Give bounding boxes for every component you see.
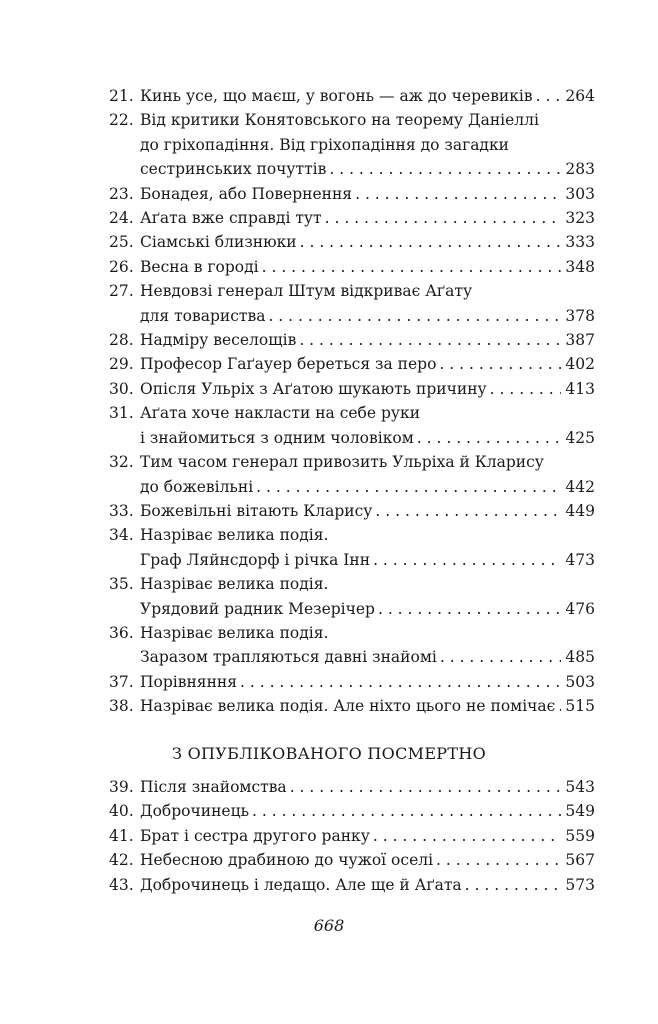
toc-entry <box>109 108 595 181</box>
chapter-title-line: Сіамські близнюки <box>140 233 297 252</box>
chapter-title-line: Весна в городі <box>140 257 259 276</box>
chapter-number: 42. <box>109 851 134 870</box>
dot-leader <box>300 230 562 254</box>
chapter-number: 22. <box>109 111 134 130</box>
chapter-number: 25. <box>109 233 134 252</box>
toc-entry <box>109 694 595 718</box>
dot-leader <box>355 182 561 206</box>
page-number: 668 <box>313 916 345 935</box>
chapter-page-number: 543 <box>565 778 595 796</box>
chapter-page-number: 503 <box>565 672 595 691</box>
dot-leader <box>256 475 561 499</box>
chapter-title-last-line <box>140 848 595 872</box>
chapter-title-last-line <box>140 799 595 823</box>
chapter-page-number: 473 <box>565 550 595 569</box>
toc-entry <box>109 873 595 897</box>
dot-leader <box>240 670 561 694</box>
dot-leader <box>262 255 562 279</box>
chapter-title-last-line <box>140 824 595 848</box>
chapter-number: 31. <box>109 404 134 423</box>
toc-entry <box>109 255 595 279</box>
dot-leader <box>252 799 561 823</box>
chapter-number: 37. <box>109 672 134 691</box>
dot-leader <box>378 597 561 621</box>
dot-leader <box>490 377 562 401</box>
dot-leader <box>439 352 561 376</box>
chapter-number: 24. <box>109 209 134 228</box>
chapter-title-line: до гріхопадіння. Від гріхопадіння до загадки <box>140 135 509 154</box>
chapter-page-number: 348 <box>565 257 595 276</box>
section-heading: З ОПУБЛІКОВАНОГО ПОСМЕРТНО <box>171 744 487 763</box>
chapter-page-number: 449 <box>565 501 595 520</box>
chapter-title-last-line <box>140 499 595 523</box>
chapter-page-number: 378 <box>565 306 595 325</box>
chapter-title-last-line <box>140 182 595 206</box>
chapter-title-line: Порівняння <box>140 672 238 691</box>
toc-entry <box>109 848 595 872</box>
toc-entry <box>109 523 595 572</box>
toc-entry <box>109 182 595 206</box>
toc-entry <box>109 799 595 823</box>
chapter-title-line: Граф Ляйнсдорф і річка Інн <box>140 550 371 569</box>
toc-entry <box>109 279 595 328</box>
dot-leader <box>375 499 561 523</box>
chapter-title-last-line <box>140 328 595 352</box>
chapter-title-last-line <box>140 157 595 181</box>
chapter-title-line: Божевільні вітають Кларису <box>140 501 373 520</box>
chapter-number: 28. <box>109 331 134 350</box>
dot-leader <box>558 694 561 718</box>
chapter-page-number: 567 <box>565 851 595 870</box>
chapter-title-last-line <box>140 775 595 799</box>
chapter-number: 33. <box>109 501 134 520</box>
chapter-title-last-line <box>140 694 595 718</box>
toc-entry <box>109 84 595 108</box>
chapter-title-last-line <box>140 230 595 254</box>
toc-entry <box>109 450 595 499</box>
chapter-page-number: 515 <box>565 697 595 716</box>
dot-leader <box>373 548 561 572</box>
toc-entry <box>109 824 595 848</box>
chapter-title-line: Невдовзі генерал Штум відкриває Аґату <box>140 282 473 301</box>
chapter-number: 36. <box>109 623 134 642</box>
chapter-number: 35. <box>109 575 134 594</box>
toc-entry <box>109 670 595 694</box>
chapter-title-line: Доброчинець <box>140 802 250 821</box>
chapter-title-line: Надміру веселощів <box>140 331 297 350</box>
chapter-page-number: 476 <box>565 599 595 618</box>
chapter-number: 34. <box>109 526 134 545</box>
chapter-page-number: 402 <box>565 355 595 374</box>
dot-leader <box>329 157 561 181</box>
toc-entry <box>109 328 595 352</box>
chapter-page-number: 264 <box>565 87 595 105</box>
chapter-page-number: 283 <box>565 160 595 179</box>
chapter-number: 29. <box>109 355 134 374</box>
toc-entry <box>109 352 595 376</box>
toc-entry <box>109 775 595 799</box>
chapter-title-last-line <box>140 645 595 669</box>
dot-leader <box>268 304 561 328</box>
dot-leader <box>465 873 562 897</box>
chapter-title-line: і знайомиться з одним чоловіком <box>140 428 414 447</box>
toc-entry <box>109 230 595 254</box>
chapter-title-line: сестринських почуттів <box>140 160 327 179</box>
toc-entry <box>109 377 595 401</box>
chapter-number: 41. <box>109 826 134 845</box>
chapter-page-number: 425 <box>565 428 595 447</box>
chapter-page-number: 549 <box>565 802 595 821</box>
chapter-title-last-line <box>140 255 595 279</box>
chapter-title-last-line <box>140 84 595 108</box>
toc-entry <box>109 401 595 450</box>
chapter-title-last-line <box>140 548 595 572</box>
dot-leader <box>325 206 562 230</box>
chapter-title-last-line <box>140 206 595 230</box>
dot-leader <box>417 426 562 450</box>
chapter-title-line: Брат і сестра другого ранку <box>140 826 370 845</box>
chapter-title-line: Назріває велика подія. Але ніхто цього не помічає <box>140 697 556 716</box>
toc-entry <box>109 499 595 523</box>
chapter-page-number: 333 <box>565 233 595 252</box>
chapter-page-number: 413 <box>565 379 595 398</box>
chapter-page-number: 303 <box>565 184 595 203</box>
table-of-contents <box>109 84 595 719</box>
chapter-page-number: 442 <box>565 477 595 496</box>
chapter-title-line: Назріває велика подія. <box>140 526 329 545</box>
chapter-title-last-line <box>140 426 595 450</box>
chapter-title-line: для товариства <box>140 306 266 325</box>
chapter-title-line: Урядовий радник Мезерічер <box>140 599 375 618</box>
toc-entry <box>109 206 595 230</box>
chapter-page-number: 387 <box>565 331 595 350</box>
chapter-title-last-line <box>140 352 595 376</box>
chapter-title-last-line <box>140 304 595 328</box>
chapter-title-line: Небесною драбиною до чужої оселі <box>140 851 434 870</box>
table-of-contents-posthumous <box>109 775 595 897</box>
chapter-title-line: Аґата вже справді тут <box>140 209 322 228</box>
dot-leader <box>290 775 562 799</box>
dot-leader <box>436 848 561 872</box>
toc-entry <box>109 572 595 621</box>
chapter-title-line: Назріває велика подія. <box>140 575 329 594</box>
chapter-page-number: 485 <box>565 648 595 667</box>
chapter-title-last-line <box>140 670 595 694</box>
chapter-title-line: Доброчинець і ледащо. Але ще й Аґата <box>140 875 462 894</box>
chapter-title-line: Назріває велика подія. <box>140 623 329 642</box>
chapter-number: 39. <box>109 778 134 796</box>
chapter-title-line: Аґата хоче накласти на себе руки <box>140 404 421 423</box>
chapter-number: 40. <box>109 802 134 821</box>
chapter-page-number: 559 <box>565 826 595 845</box>
chapter-number: 30. <box>109 379 134 398</box>
chapter-page-number: 323 <box>565 209 595 228</box>
chapter-title-line: Бонадея, або Повернення <box>140 184 353 203</box>
chapter-number: 26. <box>109 257 134 276</box>
chapter-number: 43. <box>109 875 134 894</box>
chapter-title-last-line <box>140 873 595 897</box>
chapter-title-last-line <box>140 597 595 621</box>
chapter-title-line: Професор Гаґауер береться за перо <box>140 355 437 374</box>
chapter-title-line: Опісля Ульріх з Аґатою шукають причину <box>140 379 487 398</box>
toc-entry <box>109 621 595 670</box>
dot-leader <box>440 645 562 669</box>
chapter-number: 23. <box>109 184 134 203</box>
chapter-page-number: 573 <box>565 875 595 894</box>
chapter-number: 32. <box>109 453 134 472</box>
chapter-title-line: Від критики Конятовського на теорему Даніеллі <box>140 111 539 130</box>
dot-leader <box>299 328 561 352</box>
chapter-title-last-line <box>140 475 595 499</box>
chapter-title-line: Кинь усе, що маєш, у вогонь — аж до черевиків <box>140 87 533 105</box>
dot-leader <box>373 824 562 848</box>
chapter-title-last-line <box>140 377 595 401</box>
chapter-number: 38. <box>109 697 134 716</box>
dot-leader <box>536 84 562 108</box>
chapter-number: 27. <box>109 282 134 301</box>
chapter-number: 21. <box>109 87 134 105</box>
chapter-title-line: Заразом трапляються давні знайомі <box>140 648 437 667</box>
chapter-title-line: Після знайомства <box>140 778 287 796</box>
chapter-title-line: до божевільні <box>140 477 254 496</box>
chapter-title-line: Тим часом генерал привозить Ульріха й Кларису <box>140 453 544 472</box>
